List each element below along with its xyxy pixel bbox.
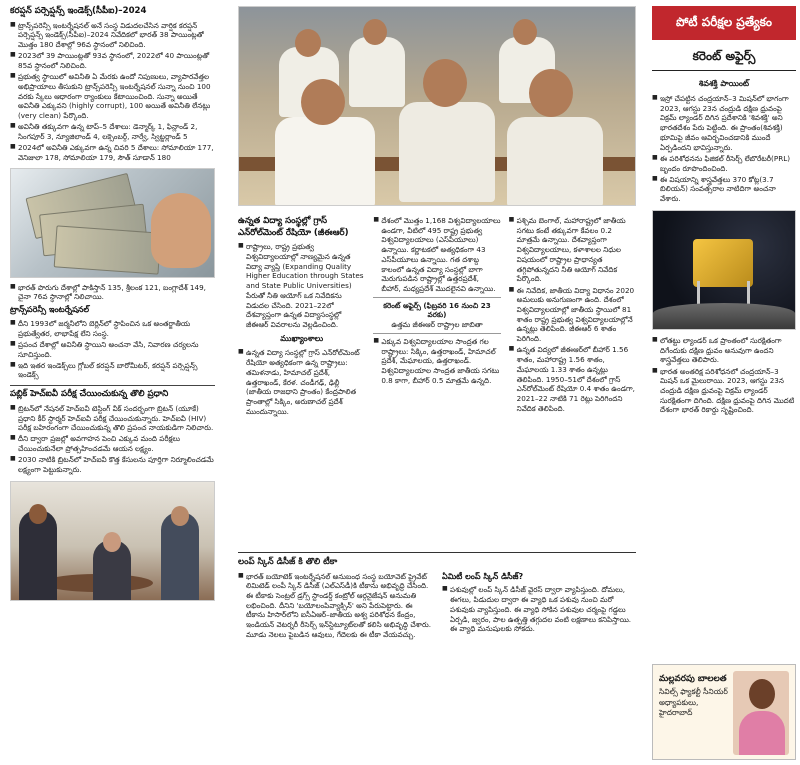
lander-photo (652, 210, 796, 330)
aishe-col-3 (509, 216, 636, 418)
list-item: ■ బ్రిటన్‌లో నేషనల్ హెచ్‌ఐవీ టెస్టింగ్ వీక్ సందర్భంగా బ్రిటన్ (యూకే) ప్రధాని కీర్ స్టార్మర్ హెచ్‌ఐవీ పరీక్ష చేయించుకున్నారు. హెచ్ఐవీ (HIV) పరీక్ష బహిరంగంగా చేయించుకున్న తొలి ప్రపంచ నాయకుడిగా నిలిచారు. (10, 404, 215, 433)
list-item: ■ ప్రపంచ దేశాల్లో అవినీతి స్థాయిని అంచనా వేసి, నివారణ చర్యలను సూచిస్తుంది. (10, 340, 215, 359)
key-points-heading: ముఖ్యాంశాలు (280, 333, 324, 343)
shivashakti-list (652, 94, 796, 204)
author-name: మల్లవరపు బాలలత (659, 674, 727, 684)
list-item: ■ ట్రాన్స్‌పరెన్సీ ఇంటర్నేషనల్ అనే సంస్థ విడుదలచేసిన వార్షిక కరప్షన్ పర్సెప్షన్స్ ఇండెక్స్(సీపీఐ)–2024 నివేదికలో భారత్ 38 పాయింట్లతో మొత్తం 180 దేశాల్లో 96వ స్థానంలో నిలిచింది. (10, 21, 215, 50)
students-photo (238, 6, 636, 206)
box-subtitle: ఉత్తమ జీఈఆర్ రాష్ట్రాల జాబితా (391, 320, 483, 330)
list-item: ■ ఈ విషయాన్ని శాస్త్రవేత్తలు 370 కోట్ల(3.7 బిలియన్) సంవత్సరాల నాటిదిగా అంచనా వేశారు. (652, 175, 796, 204)
competitive-exams-badge: పోటీ పరీక్షల ప్రత్యేకం (652, 6, 796, 40)
list-item: ■ ఎక్కువ విశ్వవిద్యాలయాల సాంద్రత గల రాష్ట్రాలు: సిక్కిం, ఉత్తరాఖండ్, హిమాచల్ ప్రదేశ్, మేఘాలయ, ఉత్తరాఖండ్. విశ్వవిద్యాలయాల సాంద్రత జాతీయ సగటు 0.8 కాగా, బీహార్ 0.5 మాత్రమే ఉన్నది. (373, 337, 500, 386)
aishe-heading: ఉన్నత విద్యా సంస్థల్లో గ్రాస్ ఎన్‌రోల్‌మెంట్ రేషియో (జీఈఆర్) (238, 216, 349, 238)
hiv-heading: పబ్లిక్ హెచ్‌ఐవీ పరీక్ష చేయించుకున్న తొలి ప్రధాని (10, 385, 215, 401)
shivashakti-heading: శివశక్తి పాయింట్ (698, 79, 750, 89)
author-avatar (733, 671, 789, 755)
ti-list (10, 319, 215, 380)
current-affairs-title: కరెంట్ అఫైర్స్ (652, 40, 796, 71)
lumpy-skin-section (238, 552, 636, 641)
left-column (10, 6, 215, 601)
boxed-note (373, 297, 500, 334)
lander-list (652, 336, 796, 415)
aishe-col-2 (373, 216, 500, 418)
author-box (652, 664, 796, 760)
list-item: ■ లోతట్టు ల్యాండర్ ఒక ప్రాంతంలో సురక్షితంగా దిగేందుకు దక్షిణ ధ్రువం అనువుగా ఉందని శాస్త్రవేత్తలు తెలిపారు. (652, 336, 796, 365)
list-item: ■ 2023లో 39 పాయింట్లతో 93వ స్థానంలో, 2022లో 40 పాయింట్లతో 85వ స్థానంలో నిలిచింది. (10, 51, 215, 70)
list-item: ■ ఇది ఇతర ఇండెక్స్‌లు గ్లోబల్ కరప్షన్ బారోమీటర్, కరప్షన్ పర్సెప్షన్స్ ఇండెక్స్ (10, 361, 215, 380)
list-item: ■ పశ్చిమ బెంగాల్, మహారాష్ట్రలో జాతీయ సగటు కంటే తక్కువగా కేవలం 0.2 మాత్రమే ఉన్నాయి. దేశవ్యాప్తంగా విశ్వవిద్యాలయాలు, కళాశాలల నిధుల విషయంలో రాష్ట్రాల ప్రాధాన్యత తగ్గిపోతున్నదని నీతి ఆయోగ్ నివేదిక పేర్కొంది. (509, 216, 636, 284)
list-item: ■ అవినీతి తక్కువగా ఉన్న టాప్–5 దేశాలు: డెన్మార్క్ 1, ఫిన్లాండ్ 2, సింగపూర్ 3, న్యూజిలాండ్ 4, లక్సెంబర్గ్, నార్వే, స్విట్జర్లాండ్ 5 (10, 122, 215, 141)
list-item: ■ రాష్ట్రాలు, రాష్ట్ర ప్రభుత్వ విశ్వవిద్యాలయాల్లో నాణ్యమైన ఉన్నత విద్యా వ్యాప్తి (Expanding Quality Higher Education through States and State Public Universities) పేరుతో నీతి ఆయోగ్ ఒక నివేదికను విడుదల చేసింది. 2021–22లో దేశవ్యాప్తంగా ఉన్నత విద్యాసంస్థల్లో జీఈఆర్ వివరాలను వెల్లడించింది. (238, 242, 365, 329)
list-item: ■ దీని 1993లో జర్మనీలోని బెర్లిన్‌లో స్థాపించిన ఒక అంతర్జాతీయ ప్రభుత్వేతర, లాభాపేక్ష లేని సంస్థ. (10, 319, 215, 338)
list-item: ■ దేశంలో మొత్తం 1,168 విశ్వవిద్యాలయాలు ఉండగా, వీటిలో 495 రాష్ట్ర ప్రభుత్వ విశ్వవిద్యాలయాలు (ఎస్‌పీయూలు) ఉన్నాయి. కర్ణాటకలో అత్యధికంగా 43 ఎస్‌పీయూలు ఉన్నాయి. గత దశాబ్ద కాలంలో ఉన్నత విద్యా సంస్థల్లో బాగా మెరుగుపడిన రాష్ట్రాల్లో ఉత్తరప్రదేశ్, బీహార్, మధ్యప్రదేశ్ మొదలైనవి ఉన్నాయి. (373, 216, 500, 294)
list-item: ■ 2030 నాటికి బ్రిటన్‌లో హెచ్‌ఐవీ కొత్త కేసులను పూర్తిగా నిర్మూలించడమే లక్ష్యంగా పెట్టుకున్నారు. (10, 455, 215, 474)
meeting-photo (10, 481, 215, 601)
center-column (238, 6, 636, 416)
aishe-col-1 (238, 216, 365, 418)
hiv-list (10, 404, 215, 475)
list-item: ■ భారత అంతరిక్ష పరిశోధనలో చంద్రయాన్–3 మిషన్ ఒక మైలురాయి. 2023, ఆగస్టు 23న చంద్రుడి దక్షిణ ధ్రువంపై విక్రమ్ ల్యాండర్ సురక్షితంగా దిగింది. దక్షిణ ధ్రువంపై దిగిన మొదటి దేశంగా భారత్ రికార్డు సృష్టించింది. (652, 367, 796, 416)
list-item: ■ ప్రభుత్వ స్థాయిలో అవినీతి ఏ మేరకు ఉందో నిపుణులు, వ్యాపారవేత్తల అభిప్రాయాలు తీసుకుని ట్రాన్స్‌పరెన్సీ ఇంటర్నేషనల్ సున్నా నుంచి 100 వరకు స్కేలు ఆధారంగా ర్యాంకులు కేటాయించింది. సున్నా అయితే అవినీతి ఎక్కువని (highly corrupt), 100 అయితే అవినీతి లేనట్లు (very clean) పేర్కొంది. (10, 72, 215, 121)
list-item: ■ ఇస్రో చేపట్టిన చంద్రయాన్–3 మిషన్‌లో భాగంగా 2023, ఆగస్టు 23న చంద్రుడి దక్షిణ ధ్రువంపై విక్రమ్ ల్యాండర్ దిగిన ప్రదేశానికి 'శివశక్తి' అని భారతదేశం పేరు పెట్టింది. ఈ ప్రాంతం(శివశక్తి) భూమిపై జీవం ఆవిర్భవించడానికి ముందే ఏర్పడిందని భావిస్తున్నారు. (652, 94, 796, 152)
list-item: ■ భారత్ పొరుగు దేశాల్లో పాకిస్తాన్ 135, శ్రీలంక 121, బంగ్లాదేశ్ 149, చైనా 76వ స్థానాల్లో నిలిచాయి. (10, 283, 215, 302)
list-item: ■ ఉన్నత విద్యలో జీఈఆర్‌లో బీహార్ 1.56 శాతం, మహారాష్ట్ర 1.56 శాతం, మేఘాలయ 1.33 శాతం ఉన్నట్లు తెలిపింది. 1950–51లో దేశంలో గ్రాస్ ఎన్‌రోల్‌మెంట్ రేషియో 0.4 శాతం ఉండగా, 2021–22 నాటికి 71 రెట్లు పెరిగిందని నివేదిక తెలిపింది. (509, 345, 636, 413)
list-item: ■ 2024లో అవినీతి ఎక్కువగా ఉన్న చివరి 5 దేశాలు: సోమాలియా 177, వెనిజులా 178, సోమాలియా 179, సౌత్ సూడాన్ 180 (10, 143, 215, 162)
list-item: ■ పశువుల్లో లంప్ స్కిన్ డిసీజ్ వైరస్ ద్వారా వ్యాపిస్తుంది. దోమలు, ఈగలు, పిడుదుల ద్వారా ఈ వ్యాధి ఒక పశువు నుంచి మరో పశువుకు వ్యాపిస్తుంది. ఈ వ్యాధి సోకిన పశువుల చర్మంపై గడ్డలు ఏర్పడి, జ్వరం, పాల ఉత్పత్తి తగ్గుదల వంటి లక్షణాలు కనిపిస్తాయి. ఈ వ్యాధి మనుషులకు సోకదు. (442, 585, 636, 634)
list-item: ■ దీని ద్వారా ప్రజల్లో అవగాహన పెంచి ఎక్కువ మంది పరీక్షలు చేయించుకునేలా ప్రోత్సహించడమే ఆయన లక్ష్యం. (10, 434, 215, 453)
cpi-heading: కరప్షన్ పర్సెప్షన్స్ ఇండెక్స్(సీపీఐ)–2024 (10, 6, 147, 16)
list-item: ■ ఉన్నత విద్యా సంస్థల్లో గ్రాస్ ఎన్‌రోల్‌మెంట్ రేషియో అత్యధికంగా ఉన్న రాష్ట్రాలు: తమిళనాడు, హిమాచల్ ప్రదేశ్, ఉత్తరాఖండ్, కేరళ. చండీగఢ్, ఢిల్లీ (జాతీయ రాజధాని ప్రాంతం) కేంద్రపాలిత ప్రాంతాల్లో సిక్కిం, అరుణాచల్ ప్రదేశ్ ముందున్నాయి. (238, 348, 365, 416)
author-role: సివిల్స్ ఫ్యాకల్టీ సీనియర్ అధ్యాపకులు, హైదరాబాద్ (659, 687, 728, 718)
list-item: ■ ఈ నివేదిక, జాతీయ విద్యా విధానం 2020 అమలుకు అనుగుణంగా ఉంది. దేశంలో విశ్వవిద్యాలయాల్లో జాతీయ స్థాయిలో 81 శాతం రాష్ట్ర ప్రభుత్వ విశ్వవిద్యాలయాల్లోనే ఉన్నట్లు తెలిపింది. జీఈఆర్ 6 శాతం పెరిగింది. (509, 286, 636, 344)
right-column (652, 6, 796, 417)
list-item: ■ ఈ పరిశోధనను ఫిజికల్ రీసెర్చ్ లేబొరేటరీ(PRL) బృందం రూపొందించింది. (652, 154, 796, 173)
lumpy-heading: లంప్ స్కిన్ డిసీజ్ కి తొలి టీకా (238, 557, 338, 567)
currency-photo (10, 168, 215, 278)
ti-heading: ట్రాన్స్‌పరెన్సీ ఇంటర్నేషనల్ (10, 305, 90, 315)
cpi-list (10, 21, 215, 163)
lumpy-subheading: ఏమిటీ లంప్ స్కిన్ డిసీజ్? (442, 571, 524, 581)
list-item: ■ భారత్ బయోటెక్ ఇంటర్నేషనల్ అనుబంధ సంస్థ బయోవెట్ ప్రైవేట్ లిమిటెడ్ లంపీ స్కిన్ డిసీజ్ (ఎల్‌ఎస్‌డీ)కి టీకాను అభివృద్ధి చేసింది. ఈ టీకాకు సెంట్రల్ డ్రగ్స్ స్టాండర్డ్ కంట్రోల్ ఆర్గనైజేషన్ అనుమతి లభించింది. దీనిని 'బయోలంపివ్యాక్సిన్' అని పేరుపెట్టారు. ఈ టీకాను హిసార్‌లోని ఐసీఏఆర్–జాతీయ అశ్వ పరిశోధన కేంద్రం, ఇండియన్ వెటర్నరీ రీసెర్చ్ ఇన్‌స్టిట్యూట్‌లతో కలిసి అభివృద్ధి చేశారు. మూడు నెలలు పైబడిన ఆవులు, గేదెలకు ఈ టీకా వేయవచ్చు. (238, 572, 432, 640)
box-title: కరెంట్ అఫైర్స్ (ఫిబ్రవరి 16 నుంచి 23 వరకు) (383, 300, 491, 320)
